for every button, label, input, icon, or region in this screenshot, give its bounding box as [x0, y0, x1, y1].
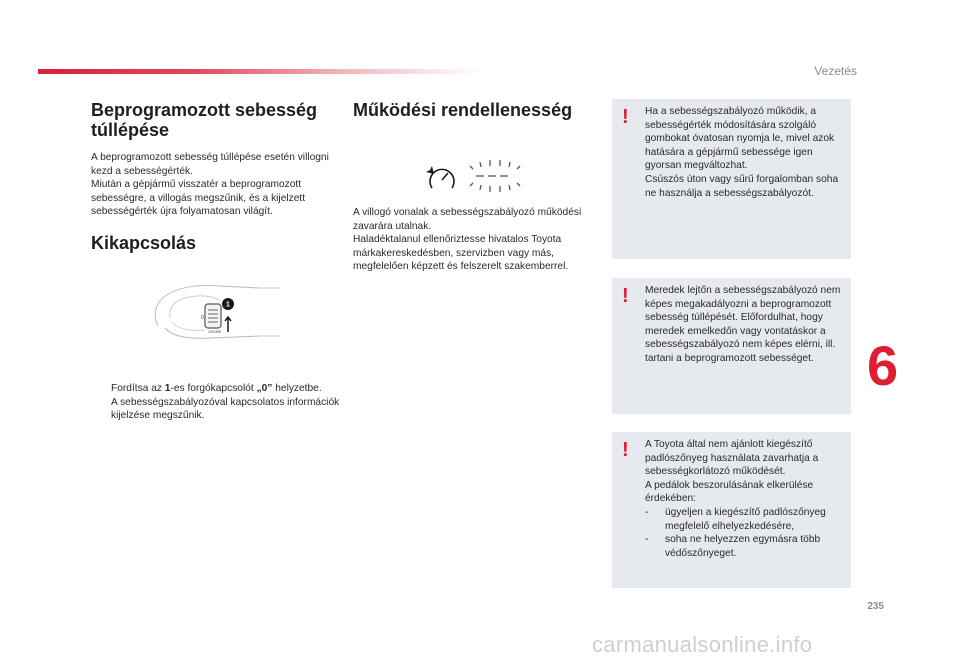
list-item	[645, 506, 845, 533]
instruction-bold-position: „0”	[256, 383, 273, 394]
cruise-malfunction-icon	[418, 158, 528, 194]
warning-box-slope	[612, 278, 851, 414]
switch-off-instruction	[111, 382, 346, 423]
instruction-suffix: helyzetbe.	[272, 383, 322, 394]
instruction-bold-number: 1	[164, 383, 171, 394]
heading-malfunction: Működési rendellenesség	[353, 100, 573, 120]
switch-zero-label: 0	[201, 315, 204, 321]
warning-icon: !	[622, 285, 629, 307]
warning-box-floor-mat	[612, 432, 851, 588]
para-speed-exceeded	[91, 151, 341, 219]
warning-text-floor-mat	[645, 438, 845, 560]
switch-cruise-label: CRUISE	[208, 330, 222, 334]
para-malfunction-text: A villogó vonalak a sebességszabályozó működési zavarára utalnak. Haladéktalanul ellenőriztesse hivatalos Toyota márkakereskedésben, szervizben vagy más, megfelelően képzett és felszerelt szakemberrel.	[353, 207, 582, 273]
cruise-switch-illustration	[150, 278, 280, 348]
list-item	[645, 533, 845, 560]
instruction-mid: -es forgókapcsolót	[170, 383, 257, 394]
chapter-number: 6	[867, 334, 899, 397]
warning-text-buttons: Ha a sebességszabályozó működik, a sebességérték módosítására szolgáló gombokat óvatosan nyomja le, mivel azok hatására a gépjármű sebessége igen gyorsan megváltozhat. Csúszós úton vagy sűrű forgalomban soha ne használja a sebességszabályozót.	[645, 106, 839, 199]
floor-mat-intro: A Toyota által nem ajánlott kiegészítő padlószőnyeg használata zavarhatja a sebességkorlátozó működését. A pedálok beszorulásának elkerülése érdekében:	[645, 439, 819, 505]
instruction-note: A sebességszabályozóval kapcsolatos információk kijelzése megszűnik.	[111, 396, 340, 422]
watermark: carmanualsonline.info	[592, 632, 813, 657]
page-number: 235	[867, 601, 884, 612]
heading-switch-off: Kikapcsolás	[91, 233, 197, 253]
list-dash: -	[645, 506, 649, 518]
switch-number-label: 1	[226, 301, 230, 309]
warning-text-slope: Meredek lejtőn a sebességszabályozó nem képes megakadályozni a beprogramozott sebesség túllépését. Előfordulhat, hogy meredek emelkedőn vagy vontatáskor a sebességszabályozó nem képes elérni, ill. tartani a beprogramozott sebességet.	[645, 285, 841, 364]
list-item-text: soha ne helyezzen egymásra több védőszőnyeget.	[665, 534, 821, 559]
warning-icon: !	[622, 106, 629, 128]
instruction-prefix: Fordítsa az	[111, 383, 165, 394]
para-speed-exceeded-text: A beprogramozott sebesség túllépése esetén villogni kezd a sebességérték. Miután a gépjármű visszatér a beprogramozott sebességre, a villogás megszűnik, és a kijelzett sebességérték újra folyamatosan világít.	[91, 152, 329, 218]
heading-speed-exceeded: Beprogramozott sebesség túllépése	[91, 100, 318, 140]
para-malfunction	[353, 206, 598, 274]
warning-icon: !	[622, 439, 629, 461]
list-item-text: ügyeljen a kiegészítő padlószőnyeg megfelelő elhelyezkedésére,	[665, 506, 826, 532]
warning-box-buttons	[612, 99, 851, 259]
list-dash: -	[645, 534, 649, 546]
section-title: Vezetés	[814, 64, 857, 78]
header-accent-bar	[38, 69, 480, 74]
